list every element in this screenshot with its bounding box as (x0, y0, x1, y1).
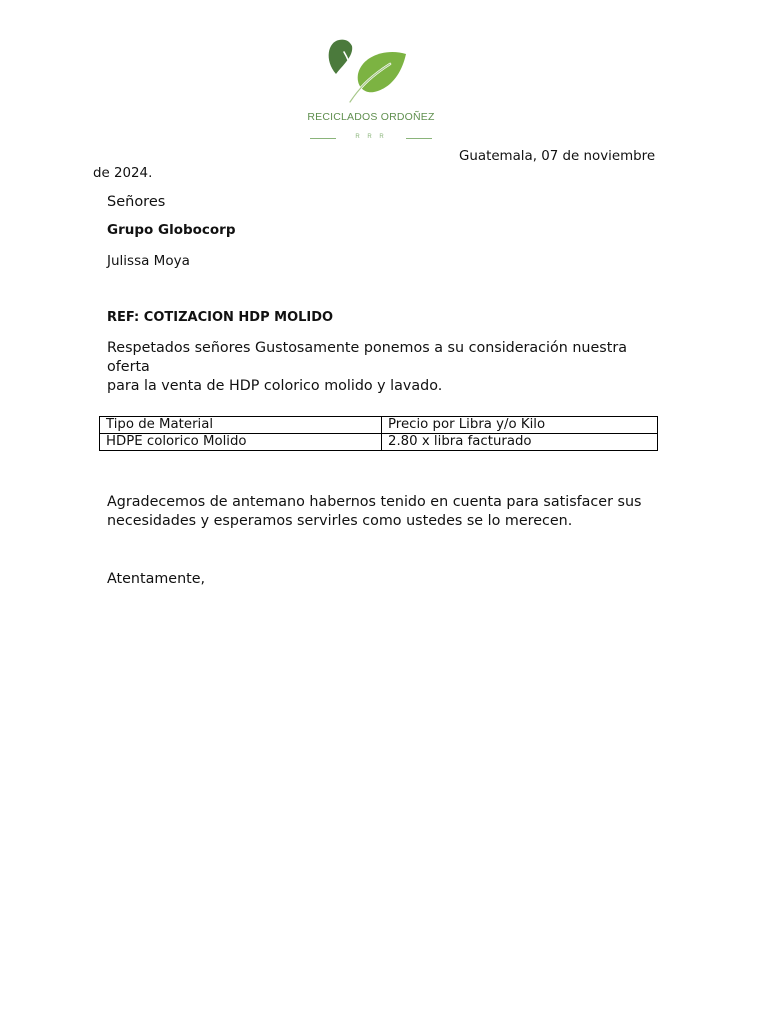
table-row (100, 434, 658, 451)
table-header-material: Tipo de Material (100, 417, 382, 434)
company-logo (306, 34, 436, 146)
reference-line: REF: COTIZACION HDP MOLIDO (107, 310, 334, 325)
recipient-contact: Julissa Moya (107, 253, 190, 269)
date-line-2: de 2024. (93, 166, 153, 181)
recipient-company: Grupo Globocorp (107, 222, 236, 238)
thanks-paragraph (107, 493, 667, 531)
date-line-1: Guatemala, 07 de noviembre (459, 149, 656, 164)
salutation: Señores (107, 194, 166, 210)
closing: Atentamente, (107, 571, 206, 587)
table-header-price: Precio por Libra y/o Kilo (382, 417, 658, 434)
thanks-line-2: necesidades y esperamos servirles como ustedes se lo merecen. (107, 513, 573, 529)
table-cell-price: 2.80 x libra facturado (382, 434, 658, 451)
thanks-line-1: Agradecemos de antemano habernos tenido en cuenta para satisfacer sus (107, 494, 642, 510)
intro-line-2: para la venta de HDP colorico molido y lavado. (107, 378, 443, 394)
logo-tagline: R R R (355, 134, 387, 140)
leaf-icon (306, 34, 436, 109)
logo-company-name: RECICLADOS ORDOÑEZ (307, 111, 435, 123)
table-cell-material: HDPE colorico Molido (100, 434, 382, 451)
table-header-row (100, 417, 658, 434)
intro-paragraph (107, 339, 667, 396)
quote-table (99, 416, 658, 451)
logo-divider-right (406, 138, 432, 139)
intro-line-1: Respetados señores Gustosamente ponemos a su consideración nuestra oferta (107, 340, 627, 375)
